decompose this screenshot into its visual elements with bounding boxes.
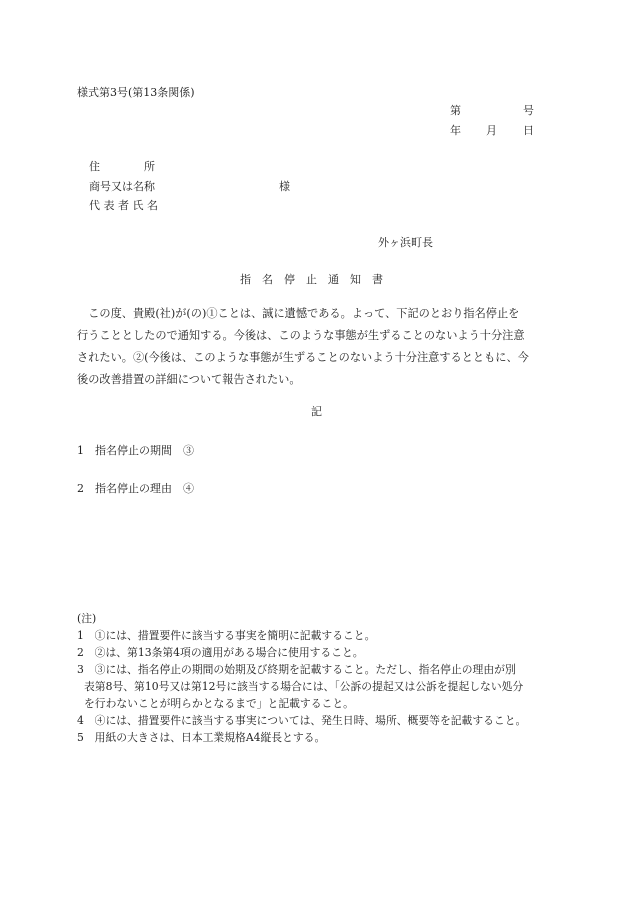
- body-line: この度、貴殿(社)が(の)①ことは、誠に遺憾である。よって、下記のとおり指名停止を: [77, 307, 520, 320]
- notes-header: (注): [77, 612, 97, 625]
- notes-section: [77, 610, 563, 746]
- date-month: 月: [486, 124, 497, 137]
- date-year: 年: [450, 124, 461, 137]
- item-period: 1 指名停止の期間 ③: [77, 444, 194, 457]
- document-title: 指 名 停 止 通 知 書: [240, 273, 383, 286]
- body-paragraph: [77, 303, 563, 391]
- doc-number-go: 号: [523, 104, 534, 117]
- issuer: 外ヶ浜町長: [378, 236, 433, 249]
- form-label: 様式第3号(第13条関係): [77, 86, 195, 99]
- body-line: 後の改善措置の詳細について報告されたい。: [77, 373, 301, 386]
- note-item-continued: 表第8号、第10号又は第12号に該当する場合には、「公訴の提起又は公訴を提起しない処分: [84, 680, 524, 693]
- ki-label: 記: [311, 405, 322, 418]
- body-line: 行うこととしたので通知する。今後は、このような事態が生ずることのないよう十分注意: [77, 329, 525, 342]
- note-item: 4 ④には、措置要件に該当する事実については、発生日時、場所、概要等を記載すること。: [77, 714, 527, 727]
- representative-label: 代 表 者 氏 名: [89, 199, 158, 212]
- note-item: 1 ①には、措置要件に該当する事実を簡明に記載すること。: [77, 629, 376, 642]
- note-item: 3 ③には、指名停止の期間の始期及び終期を記載すること。ただし、指名停止の理由が別: [77, 663, 516, 676]
- doc-number-dai: 第: [450, 104, 461, 117]
- date-day: 日: [523, 124, 534, 137]
- honorific: 様: [279, 180, 290, 193]
- note-item-continued: を行わないことが明らかとなるまで」と記載すること。: [84, 697, 354, 710]
- address-label: 住 所: [89, 160, 155, 173]
- body-line: されたい。②(今後は、このような事態が生ずることのないよう十分注意するとともに、今: [77, 351, 529, 364]
- note-item: 2 ②は、第13条第4項の適用がある場合に使用すること。: [77, 646, 364, 659]
- company-name-label: 商号又は名称: [89, 180, 155, 193]
- item-reason: 2 指名停止の理由 ④: [77, 482, 194, 495]
- note-item: 5 用紙の大きさは、日本工業規格A4縦長とする。: [77, 731, 326, 744]
